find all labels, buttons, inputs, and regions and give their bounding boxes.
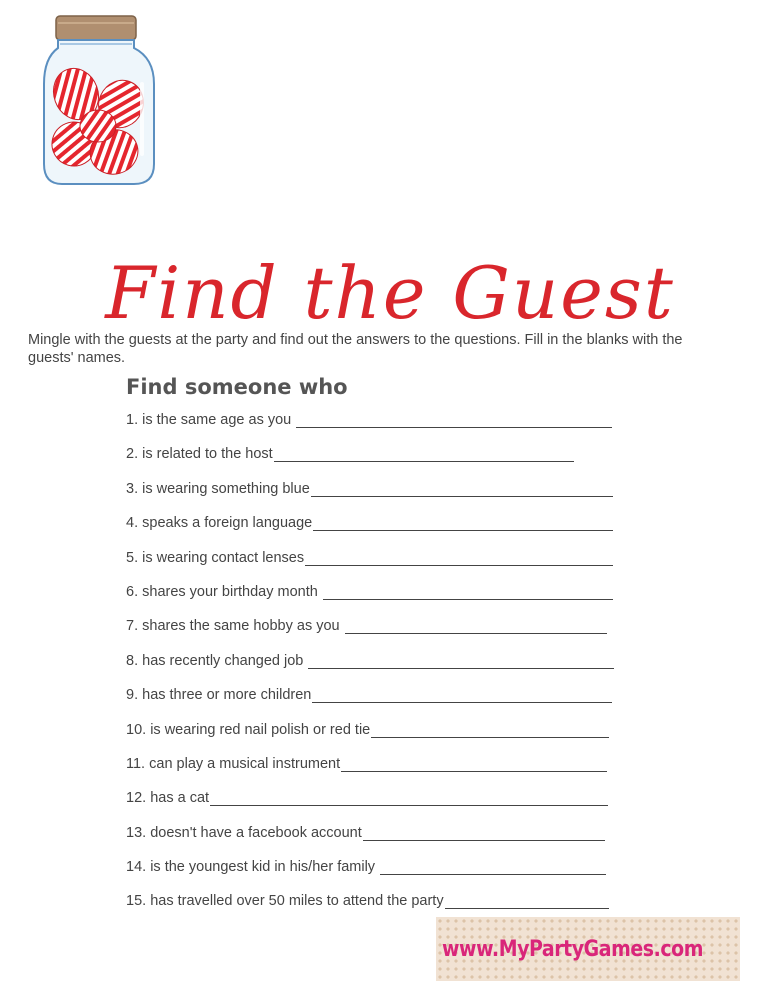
answer-blank[interactable] — [341, 756, 607, 772]
item-number: 3. — [126, 480, 139, 497]
item-text: has a cat — [150, 790, 210, 807]
answer-blank[interactable] — [323, 584, 613, 600]
instructions: Mingle with the guests at the party and find out the answers to the questions. Fill in the blanks with the guests' names. — [28, 332, 683, 366]
item-number: 4. — [126, 515, 139, 532]
answer-blank[interactable] — [363, 825, 605, 841]
list-item — [126, 825, 614, 859]
item-text: has recently changed job — [142, 652, 308, 669]
page-title: Find the Guest — [105, 251, 675, 336]
list-heading: Find someone who — [126, 375, 348, 399]
item-text: is wearing something blue — [142, 480, 310, 497]
candy-jar-icon — [36, 14, 166, 192]
item-number: 8. — [126, 652, 139, 669]
item-number: 14. — [126, 859, 147, 876]
item-text: shares your birthday month — [142, 583, 322, 600]
answer-blank[interactable] — [313, 515, 613, 531]
list-item — [126, 653, 614, 687]
answer-blank[interactable] — [274, 446, 574, 462]
answer-blank[interactable] — [308, 653, 614, 669]
question-list — [126, 412, 614, 928]
item-number: 7. — [126, 618, 139, 635]
list-item — [126, 481, 614, 515]
item-number: 11. — [126, 755, 146, 772]
list-item — [126, 618, 614, 652]
answer-blank[interactable] — [311, 481, 613, 497]
list-item — [126, 859, 614, 893]
item-text: is the same age as you — [142, 412, 296, 428]
item-text: speaks a foreign language — [142, 515, 313, 532]
answer-blank[interactable] — [380, 859, 606, 875]
item-text: is related to the host — [142, 446, 273, 463]
answer-blank[interactable] — [371, 722, 609, 738]
list-item — [126, 584, 614, 618]
item-number: 13. — [126, 824, 147, 841]
answer-blank[interactable] — [445, 893, 609, 909]
item-text: is wearing red nail polish or red tie — [150, 721, 371, 738]
item-number: 6. — [126, 583, 139, 600]
list-item — [126, 412, 614, 446]
item-text: has three or more children — [142, 687, 312, 704]
list-item — [126, 790, 614, 824]
answer-blank[interactable] — [345, 618, 607, 634]
answer-blank[interactable] — [312, 687, 612, 703]
item-number: 10. — [126, 721, 147, 738]
item-text: can play a musical instrument — [149, 755, 341, 772]
item-number: 1. — [126, 412, 139, 428]
item-number: 9. — [126, 687, 139, 704]
list-item — [126, 515, 614, 549]
brand-link[interactable]: www.MyPartyGames.com — [442, 936, 704, 962]
list-item — [126, 550, 614, 584]
list-item — [126, 756, 614, 790]
item-text: is wearing contact lenses — [142, 549, 305, 566]
item-number: 5. — [126, 549, 139, 566]
list-item — [126, 722, 614, 756]
answer-blank[interactable] — [305, 550, 613, 566]
item-number: 12. — [126, 790, 147, 807]
list-item — [126, 687, 614, 721]
item-text: shares the same hobby as you — [142, 618, 344, 635]
list-item — [126, 446, 614, 480]
item-text: has travelled over 50 miles to attend the party — [150, 893, 444, 910]
item-text: doesn't have a facebook account — [150, 824, 362, 841]
brand-banner — [436, 917, 740, 981]
answer-blank[interactable] — [210, 790, 608, 806]
item-text: is the youngest kid in his/her family — [150, 859, 380, 876]
item-number: 2. — [126, 446, 139, 463]
answer-blank[interactable] — [296, 412, 612, 428]
item-number: 15. — [126, 893, 147, 910]
